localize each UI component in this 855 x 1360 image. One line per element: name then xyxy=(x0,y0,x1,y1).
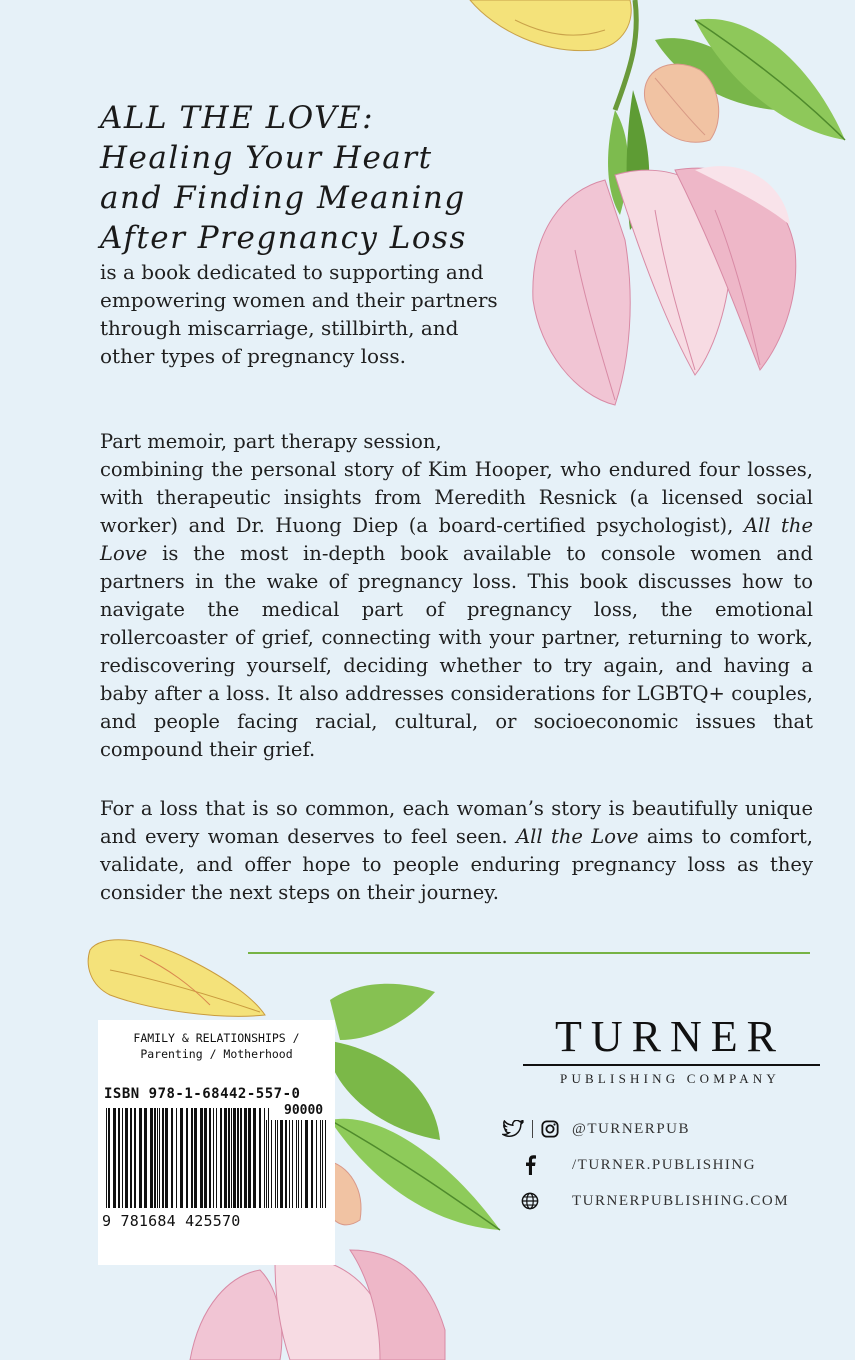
instagram-icon xyxy=(541,1120,559,1138)
barcode-bar xyxy=(191,1108,193,1208)
barcode-bar xyxy=(139,1108,142,1208)
paragraph-2-book-title: All the Love xyxy=(516,825,639,848)
globe-icon xyxy=(521,1192,539,1210)
barcode-bar xyxy=(292,1120,293,1208)
barcode-bar xyxy=(301,1120,302,1208)
barcode-bar xyxy=(165,1108,168,1208)
barcode-bar xyxy=(125,1108,128,1208)
barcode-bar xyxy=(200,1108,203,1208)
book-title xyxy=(100,98,520,258)
barcode-bar xyxy=(108,1108,110,1208)
barcode-bar xyxy=(144,1108,147,1208)
barcode-bar xyxy=(186,1108,188,1208)
barcode-bar xyxy=(275,1120,276,1208)
barcode-bar xyxy=(233,1108,236,1208)
barcode-bar xyxy=(106,1108,107,1208)
barcode-bar xyxy=(289,1120,290,1208)
barcode-bar xyxy=(316,1120,317,1208)
barcode-bar xyxy=(150,1108,153,1208)
barcode-bar xyxy=(154,1108,156,1208)
ean-barcode xyxy=(106,1108,272,1212)
barcode-bar xyxy=(266,1120,267,1208)
paragraph-1-book-title: All the Love xyxy=(100,514,813,565)
barcode-bar xyxy=(271,1120,272,1208)
barcode-bar xyxy=(277,1120,278,1208)
social-website xyxy=(490,1189,789,1213)
barcode-bar xyxy=(285,1120,287,1208)
description-paragraph-1 xyxy=(100,428,813,764)
paragraph-1-lead: Part memoir, part therapy session, xyxy=(100,430,442,453)
barcode-bar xyxy=(237,1108,239,1208)
barcode-bar xyxy=(311,1120,313,1208)
barcode-panel xyxy=(98,1020,335,1265)
price-code: 90000 xyxy=(284,1103,324,1118)
publisher-logo-name: TURNER xyxy=(555,1012,785,1061)
barcode-bar xyxy=(244,1108,247,1208)
barcode-bar xyxy=(130,1108,132,1208)
facebook-handle[interactable]: /TURNER.PUBLISHING xyxy=(572,1156,757,1173)
barcode-bar xyxy=(162,1108,164,1208)
barcode-bar xyxy=(134,1108,136,1208)
barcode-bar xyxy=(268,1120,269,1208)
barcode-bar xyxy=(320,1120,321,1208)
title-line-1: ALL THE LOVE: xyxy=(100,100,375,136)
publisher-logo-subtitle: PUBLISHING COMPANY xyxy=(560,1071,780,1086)
category-line-1: FAMILY & RELATIONSHIPS / xyxy=(133,1031,300,1045)
barcode-bar xyxy=(118,1108,120,1208)
barcode-bar xyxy=(259,1108,261,1208)
price-barcode xyxy=(266,1120,328,1212)
paragraph-2-text-a: For a loss that is so common, each woman’s story is beautifully unique and every woman deserves to feel seen. xyxy=(100,797,813,848)
barcode-bar xyxy=(171,1108,173,1208)
barcode-bar xyxy=(305,1120,308,1208)
paragraph-1-text-a: combining the personal story of Kim Hooper, who endured four losses, with therapeutic insights from Meredith Resnick (a licensed social worker) and Dr. Huong Diep (a board-certified psychologist), xyxy=(100,458,813,537)
category-line-2: Parenting / Motherhood xyxy=(140,1047,293,1061)
intro-text: is a book dedicated to supporting and empowering women and their partners through miscarriage, stillbirth, and other types of pregnancy loss. xyxy=(100,260,498,368)
isbn-number: ISBN 978-1-68442-557-0 xyxy=(104,1086,301,1102)
barcode-bar xyxy=(248,1108,251,1208)
barcode-bar xyxy=(194,1108,197,1208)
barcode-bar xyxy=(240,1108,242,1208)
barcode-bar xyxy=(113,1108,116,1208)
barcode-bar xyxy=(322,1120,323,1208)
barcode-bar xyxy=(224,1108,227,1208)
title-line-3: and Finding Meaning xyxy=(100,180,466,216)
barcode-bar xyxy=(253,1108,256,1208)
barcode-bar xyxy=(176,1108,177,1208)
paragraph-1-text-b: is the most in-depth book available to console women and partners in the wake of pregnancy loss. This book discusses how to navigate the medical part of pregnancy loss, the emotional rollercoaster of grief, connecting with your partner, returning to work, rediscovering yourself, deciding whether to try again, and having a baby after a loss. It also addresses considerations for LGBTQ+ couples, and people facing racial, cultural, or socioeconomic issues that compound their grief. xyxy=(100,542,813,761)
icon-separator xyxy=(532,1120,533,1138)
social-twitter-instagram xyxy=(490,1117,690,1141)
description-paragraph-2 xyxy=(100,795,813,907)
barcode-bar xyxy=(216,1108,217,1208)
facebook-icon xyxy=(524,1155,536,1175)
barcode-bar xyxy=(180,1108,183,1208)
barcode-bar xyxy=(264,1108,265,1208)
title-line-2: Healing Your Heart xyxy=(100,140,433,176)
barcode-bar xyxy=(231,1108,232,1208)
barcode-bar xyxy=(213,1108,214,1208)
paragraph-2-text-b: aims to comfort, validate, and offer hope to people enduring pregnancy loss as they consider the next steps on their journey. xyxy=(100,825,814,904)
twitter-instagram-handle[interactable]: @TURNERPUB xyxy=(572,1120,690,1137)
barcode-bar xyxy=(220,1108,222,1208)
barcode-bar xyxy=(325,1120,326,1208)
barcode-bar xyxy=(228,1108,230,1208)
barcode-bar xyxy=(280,1120,283,1208)
barcode-bar xyxy=(209,1108,211,1208)
barcode-digits: 9 781684 425570 xyxy=(102,1212,241,1230)
website-url[interactable]: TURNERPUBLISHING.COM xyxy=(572,1192,790,1209)
barcode-bar xyxy=(122,1108,123,1208)
book-category xyxy=(98,1030,335,1062)
publisher-logo-rule xyxy=(523,1064,820,1066)
barcode-bar xyxy=(159,1108,160,1208)
barcode-bar xyxy=(204,1108,207,1208)
social-facebook xyxy=(490,1153,756,1177)
title-line-4: After Pregnancy Loss xyxy=(100,220,467,256)
twitter-icon xyxy=(502,1120,524,1138)
barcode-bar xyxy=(157,1108,158,1208)
barcode-bar xyxy=(298,1120,299,1208)
barcode-bar xyxy=(296,1120,297,1208)
